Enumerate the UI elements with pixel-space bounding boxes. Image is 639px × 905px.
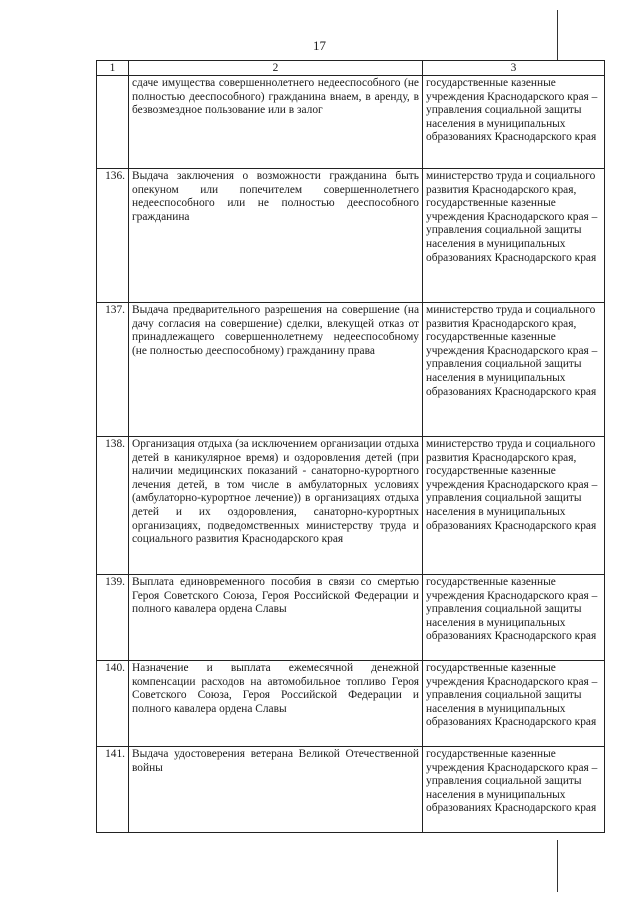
responsible-organization: министерство труда и социального развития Краснодарского края, государственные казенные учреждения Краснодарского края – управления социальной защиты населения в муниципальных образованиях Краснодарского края	[423, 169, 605, 303]
service-description: сдаче имущества совершеннолетнего недееспособного (не полностью дееспособного) гражданина внаем, в аренду, в безвозмездное пользование или в залог	[129, 76, 423, 169]
row-number: 136.	[97, 169, 129, 303]
table-row	[97, 76, 605, 169]
service-description: Выплата единовременного пособия в связи со смертью Героя Советского Союза, Героя Российской Федерации и полного кавалера ордена Славы	[129, 575, 423, 661]
row-number: 141.	[97, 747, 129, 833]
table-row	[97, 437, 605, 575]
service-description: Назначение и выплата ежемесячной денежной компенсации расходов на автомобильное топливо Героя Советского Союза, Героя Российской Федерации и полного кавалера ордена Славы	[129, 661, 423, 747]
service-description: Выдача предварительного разрешения на совершение (на дачу согласия на совершение) сделки, влекущей отказ от принадлежащего совершеннолетнему недееспособному (не полностью дееспособному) гражданину права	[129, 303, 423, 437]
row-number: 138.	[97, 437, 129, 575]
column-header: 2	[129, 61, 423, 76]
row-number: 140.	[97, 661, 129, 747]
page-number: 17	[313, 38, 326, 53]
table-row	[97, 303, 605, 437]
table-row	[97, 661, 605, 747]
margin-line-bottom	[557, 840, 558, 892]
responsible-organization: государственные казенные учреждения Краснодарского края – управления социальной защиты населения в муниципальных образованиях Краснодарского края	[423, 76, 605, 169]
row-number: 139.	[97, 575, 129, 661]
table-header-row	[97, 61, 605, 76]
column-header: 1	[97, 61, 129, 76]
responsible-organization: министерство труда и социального развития Краснодарского края, государственные казенные учреждения Краснодарского края – управления социальной защиты населения в муниципальных образованиях Краснодарского края	[423, 437, 605, 575]
service-description: Организация отдыха (за исключением организации отдыха детей в каникулярное время) и оздоровления детей (при наличии медицинских показаний - санаторно-курортного лечения детей, в том числе в амбулаторных условиях (амбулаторно-курортное лечение)) в организациях отдыха детей и их оздоровления, санаторно-курортных организациях, подведомственных министерству труда и социального развития Краснодарского края	[129, 437, 423, 575]
column-header: 3	[423, 61, 605, 76]
responsible-organization: государственные казенные учреждения Краснодарского края – управления социальной защиты населения в муниципальных образованиях Краснодарского края	[423, 661, 605, 747]
row-number: 137.	[97, 303, 129, 437]
service-description: Выдача заключения о возможности гражданина быть опекуном или попечителем совершеннолетнего недееспособного или не полностью дееспособного гражданина	[129, 169, 423, 303]
responsible-organization: министерство труда и социального развития Краснодарского края, государственные казенные учреждения Краснодарского края – управления социальной защиты населения в муниципальных образованиях Краснодарского края	[423, 303, 605, 437]
service-description: Выдача удостоверения ветерана Великой Отечественной войны	[129, 747, 423, 833]
services-table	[96, 60, 605, 833]
row-number	[97, 76, 129, 169]
responsible-organization: государственные казенные учреждения Краснодарского края – управления социальной защиты населения в муниципальных образованиях Краснодарского края	[423, 747, 605, 833]
table-row	[97, 747, 605, 833]
responsible-organization: государственные казенные учреждения Краснодарского края – управления социальной защиты населения в муниципальных образованиях Краснодарского края	[423, 575, 605, 661]
table-row	[97, 169, 605, 303]
table-row	[97, 575, 605, 661]
